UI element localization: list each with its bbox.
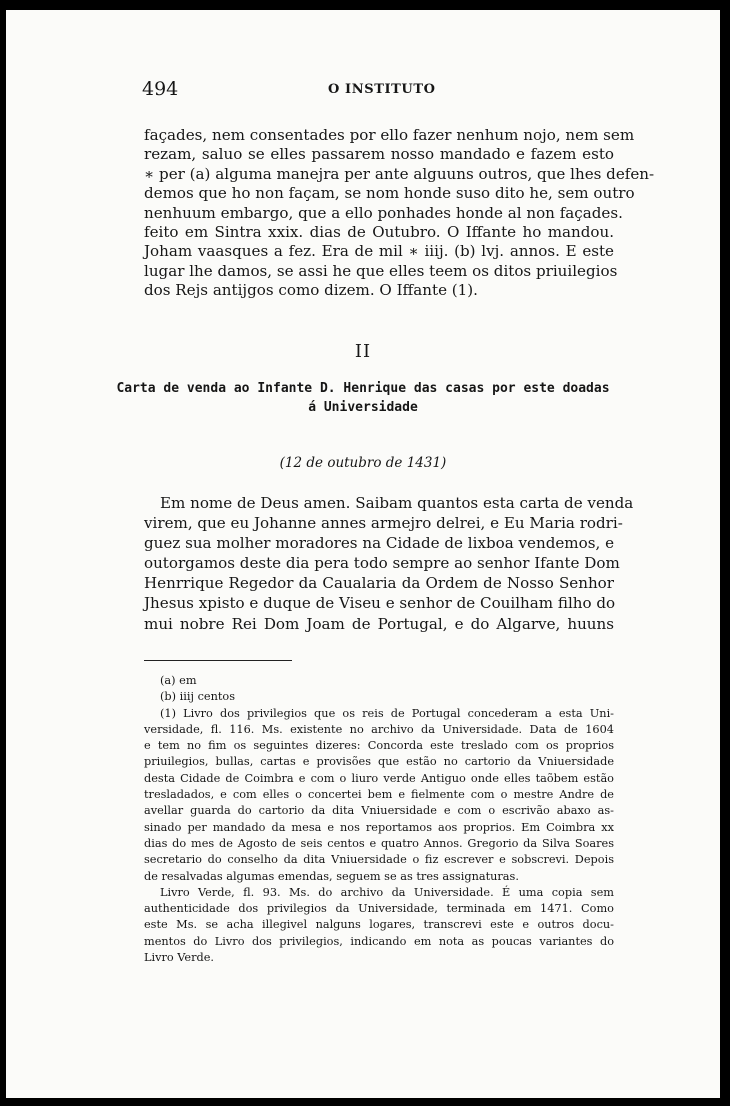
footnote-line: tresladados, e com elles o concertei bem e fielmente com o mestre Andre de: [144, 788, 614, 802]
footnote-line: (1) Livro dos privilegios que os reis de Portugal concederam a esta Uni-: [160, 706, 614, 720]
footnote-line: authenticidade dos privilegios da Universidade, terminada em 1471. Como: [144, 902, 614, 916]
section-title-line: Carta de venda ao Infante D. Henrique das casas por este doadas: [116, 381, 610, 396]
text-line: guez sua molher moradores na Cidade de lixboa vendemos, e: [144, 534, 614, 553]
footnote-line: versidade, fl. 116. Ms. existente no archivo da Universidade. Data de 1604: [144, 722, 614, 736]
paragraph-2: [144, 493, 634, 634]
text-line: Henrrique Regedor da Caualaria da Ordem de Nosso Senhor: [144, 574, 614, 593]
text-line: lugar lhe damos, se assi he que elles teem os ditos priuilegios: [144, 261, 618, 280]
footnote-line: mentos do Livro dos privilegios, indicando em nota as poucas variantes do: [144, 934, 614, 948]
text-line: ∗ per (a) alguma manejra per ante alguuns outros, que lhes defen-: [144, 164, 655, 183]
text-line: Jhesus xpisto e duque de Viseu e senhor de Couilham filho do: [144, 594, 616, 613]
footnote-line: desta Cidade de Coimbra e com o liuro verde Antiguo onde elles taõbem estão: [144, 771, 614, 785]
running-header: [6, 76, 720, 100]
footnote-line: este Ms. se acha illegivel nalguns logares, transcrevi este e outros docu-: [144, 918, 614, 932]
footnote-line: Livro Verde.: [144, 951, 215, 965]
text-line: outorgamos deste dia pera todo sempre ao senhor Ifante Dom: [144, 554, 620, 573]
page-number: 494: [142, 78, 179, 100]
section-number: II: [354, 341, 372, 362]
text-line: demos que ho non façam, se nom honde suso dito he, sem outro: [144, 184, 635, 203]
running-title: O INSTITUTO: [328, 82, 436, 97]
footnote-line: sinado per mandado da mesa e nos reportamos aos proprios. Em Coimbra xx: [144, 820, 614, 834]
section-date: (12 de outubro de 1431): [279, 455, 447, 471]
section-title: [6, 379, 720, 417]
text-line: feito em Sintra xxix. dias de Outubro. O Iffante ho mandou.: [144, 223, 614, 242]
footnotes: [144, 673, 614, 966]
footnote-divider: [144, 660, 292, 661]
paragraph-1: [144, 126, 655, 301]
text-line: virem, que eu Johanne annes armejro delrei, e Eu Maria rodri-: [144, 514, 623, 533]
footnote-b: (b) iiij centos: [160, 690, 235, 704]
text-line: nenhuum embargo, que a ello ponhades honde al non façades.: [144, 203, 623, 222]
text-line: mui nobre Rei Dom Joam de Portugal, e do Algarve, huuns: [144, 614, 614, 633]
footnote-line: avellar guarda do cartorio da dita Vniuersidade e com o escrivão abaxo as-: [144, 804, 614, 818]
section-title-line: á Universidade: [308, 400, 418, 415]
text-line: Em nome de Deus amen. Saibam quantos esta carta de venda: [160, 494, 634, 512]
footnote-line: secretario do conselho da dita Vniuersidade o fiz escrever e sobscrevi. Depois: [144, 853, 614, 867]
footnote-line: dias do mes de Agosto de seis centos e quatro Annos. Gregorio da Silva Soares: [144, 836, 614, 850]
footnote-line: de resalvadas algumas emendas, seguem se as tres assignaturas.: [144, 869, 519, 883]
text-line: dos Rejs antijgos como dizem. O Iffante (1).: [144, 281, 478, 300]
book-page: [6, 10, 720, 1098]
text-line: Joham vaasques a fez. Era de mil ∗ iiij. (b) lvj. annos. E este: [144, 242, 614, 261]
footnote-line: e tem no fim os seguintes dizeres: Concorda este treslado com os proprios: [144, 739, 614, 753]
footnote-line: priuilegios, bullas, cartas e provisões que estão no cartorio da Vniuersidade: [144, 755, 614, 769]
footnote-a: (a) em: [160, 674, 197, 687]
footnote-line: Livro Verde, fl. 93. Ms. do archivo da Universidade. É uma copia sem: [160, 885, 614, 899]
text-line: façades, nem consentades por ello fazer nenhum nojo, nem sem: [144, 126, 635, 144]
text-line: rezam, saluo se elles passarem nosso mandado e fazem esto: [144, 145, 614, 164]
